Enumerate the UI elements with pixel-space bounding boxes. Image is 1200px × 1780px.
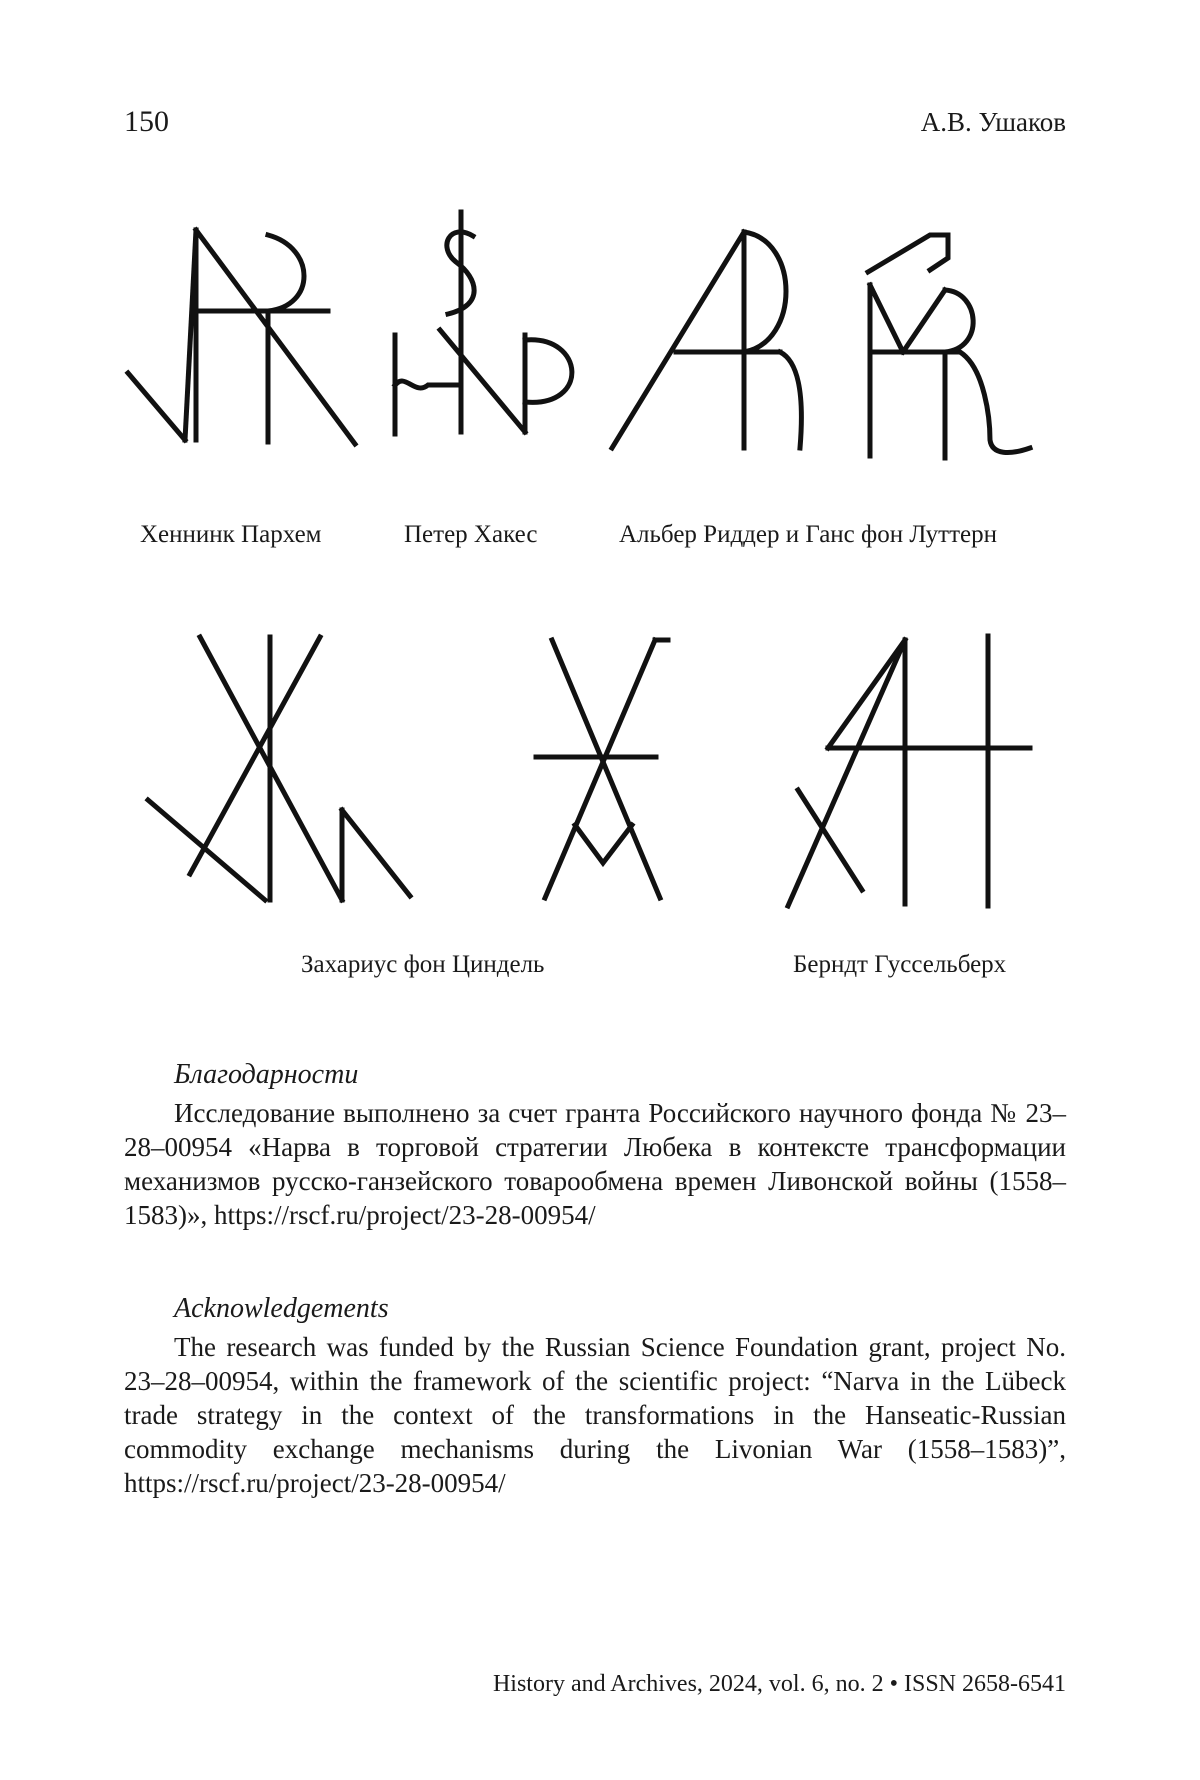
acknowledgements-ru-text: Исследование выполнено за счет гранта Российского научного фонда № 23–28–00954 «Нарва в торговой стратегии Любека в контексте трансформации механизмов русско-ганзейского товарообмена времен Ливонской войны (1558–1583)», https://rscf.ru/project/23-28-00954/ (124, 1098, 1066, 1230)
running-head-author: А.В. Ушаков (920, 107, 1066, 137)
merchant-mark-henning-parchem (128, 230, 355, 444)
caption-henning-parchem: Хеннинк Пархем (140, 521, 322, 548)
merchant-mark-alber-ridder (612, 232, 801, 448)
merchant-mark-middle (536, 640, 668, 898)
merchant-mark-berndt-gusselberch (788, 636, 1030, 906)
caption-alber-ridder-hans-von-luttern: Альбер Риддер и Ганс фон Луттерн (619, 521, 998, 548)
merchant-mark-peter-hakes (395, 212, 572, 434)
section-title-acknowledgements-ru: Благодарности (174, 1059, 359, 1090)
acknowledgements-en-paragraph (124, 1330, 1066, 1500)
journal-footer: History and Archives, 2024, vol. 6, no. 2 • ISSN 2658-6541 (492, 1671, 1066, 1697)
merchant-mark-zacharius-von-zindel (148, 637, 410, 900)
acknowledgements-en-text: The research was funded by the Russian Science Foundation grant, project No. 23–28–00954, within the framework of the scientific project: “Narva in the Lübeck trade strategy in the context of the transformations in the Hanseatic-Russian commodity exchange mechanisms during the Livonian War (1558–1583)”, https://rscf.ru/project/23-28-00954/ (124, 1332, 1066, 1498)
section-title-acknowledgements-en: Acknowledgements (174, 1293, 389, 1324)
caption-berndt-gusselberch: Берндт Гуссельберх (793, 951, 1007, 978)
page-number: 150 (124, 105, 169, 138)
acknowledgements-ru-paragraph (124, 1096, 1066, 1232)
caption-peter-hakes: Петер Хакес (404, 521, 538, 548)
caption-zacharius-von-zindel: Захариус фон Циндель (301, 951, 545, 978)
merchant-mark-hans-von-luttern (868, 235, 1030, 458)
